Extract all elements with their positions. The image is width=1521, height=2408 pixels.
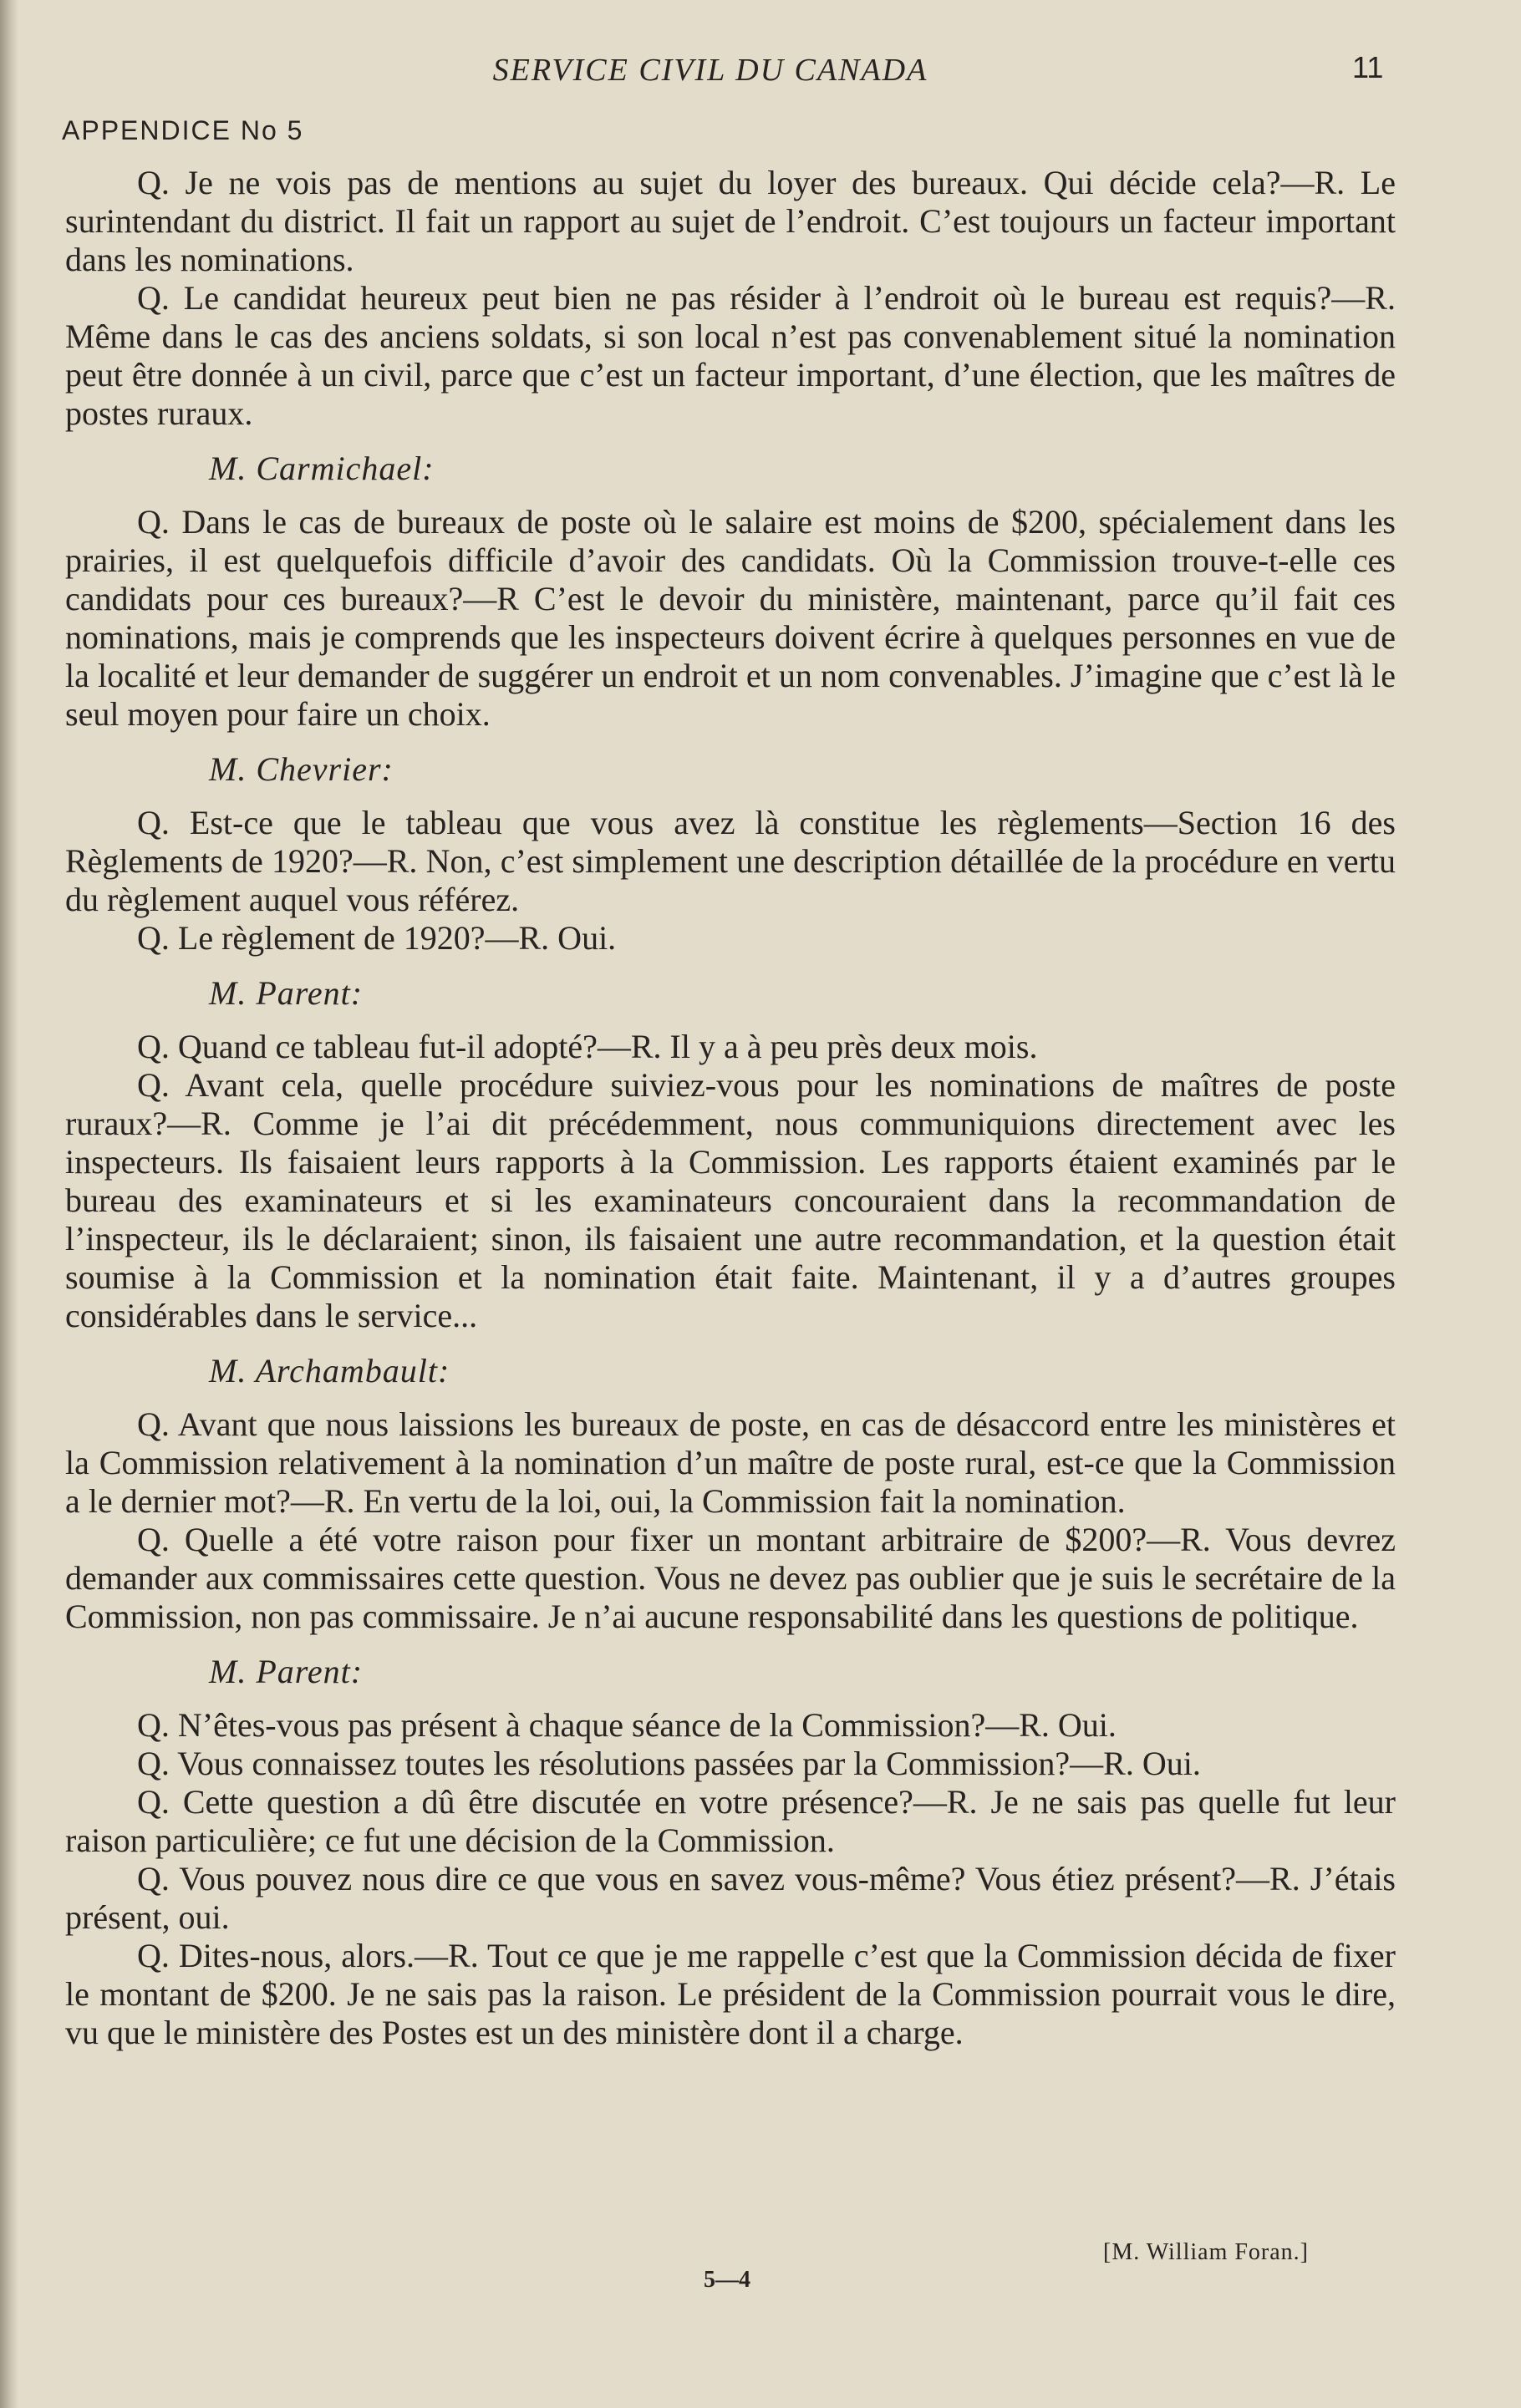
- transcript-body: [65, 164, 1396, 2052]
- page-number: 11: [1352, 50, 1384, 84]
- speaker-heading: M. Archambault:: [209, 1352, 450, 1389]
- paragraph: Q. Avant que nous laissions les bureaux de poste, en cas de désaccord entre les ministères et la Commission relativement à la nomination d’un maître de poste rural, est-ce que la Commission a le dernier mot?—R. En vertu de la loi, oui, la Commission fait la nomination.: [65, 1405, 1396, 1520]
- paragraph: Q. Dites-nous, alors.—R. Tout ce que je me rappelle c’est que la Commission décida de fixer le montant de $200. Je ne sais pas la raison. Le président de la Commission pourrait vous le dire, vu que le ministère des Postes est un des ministère dont il a charge.: [65, 1937, 1396, 2051]
- running-title: SERVICE CIVIL DU CANADA: [492, 53, 928, 88]
- paragraph: Q. Le règlement de 1920?—R. Oui.: [137, 919, 617, 957]
- paragraph: Q. Avant cela, quelle procédure suiviez-vous pour les nominations de maîtres de poste ruraux?—R. Comme je l’ai dit précédemment, nous communiquions directement avec les inspecteurs. Ils faisaient leurs rapports à la Commission. Les rapports étaient examinés par le bureau des examinateurs et si les examinateurs concouraient dans la recommandation de l’inspecteur, ils le déclaraient; sinon, ils faisaient une autre recommandation, et la question était soumise à la Commission et la nomination était faite. Maintenant, il y a d’autres groupes considérables dans le service...: [65, 1066, 1396, 1334]
- speaker-heading: M. Chevrier:: [209, 750, 394, 788]
- speaker-heading: M. Carmichael:: [209, 450, 435, 487]
- paragraph: Q. Je ne vois pas de mentions au sujet du loyer des bureaux. Qui décide cela?—R. Le surintendant du district. Il fait un rapport au sujet de l’endroit. C’est toujours un facteur important dans les nominations.: [65, 164, 1396, 278]
- paragraph: Q. Quand ce tableau fut-il adopté?—R. Il y a à peu près deux mois.: [137, 1028, 1038, 1065]
- signature-mark: 5—4: [704, 2267, 750, 2293]
- paragraph: Q. Est-ce que le tableau que vous avez là constitue les règlements—Section 16 des Règlements de 1920?—R. Non, c’est simplement une description détaillée de la procédure en vertu du règlement auquel vous référez.: [65, 804, 1396, 918]
- paragraph: Q. N’êtes-vous pas présent à chaque séance de la Commission?—R. Oui.: [137, 1706, 1117, 1744]
- witness-attribution: [M. William Foran.]: [1103, 2239, 1309, 2265]
- appendix-label: APPENDICE No 5: [62, 115, 304, 145]
- paragraph: Q. Dans le cas de bureaux de poste où le salaire est moins de $200, spécialement dans les prairies, il est quelquefois difficile d’avoir des candidats. Où la Commission trouve-t-elle ces candidats pour ces bureaux?—R C’est le devoir du ministère, maintenant, parce qu’il fait ces nominations, mais je comprends que les inspecteurs doivent écrire à quelques personnes en vue de la localité et leur demander de suggérer un endroit et un nom convenables. J’imagine que c’est là le seul moyen pour faire un choix.: [65, 503, 1396, 733]
- paragraph: Q. Vous pouvez nous dire ce que vous en savez vous-même? Vous étiez présent?—R. J’étais présent, oui.: [65, 1860, 1396, 1936]
- paragraph: Q. Cette question a dû être discutée en votre présence?—R. Je ne sais pas quelle fut leur raison particulière; ce fut une décision de la Commission.: [65, 1783, 1396, 1859]
- speaker-heading: M. Parent:: [209, 974, 364, 1012]
- paragraph: Q. Vous connaissez toutes les résolutions passées par la Commission?—R. Oui.: [137, 1745, 1201, 1782]
- paragraph: Q. Le candidat heureux peut bien ne pas résider à l’endroit où le bureau est requis?—R. Même dans le cas des anciens soldats, si son local n’est pas convenablement situé la nomination peut être donnée à un civil, parce que c’est un facteur important, d’une élection, que les maîtres de postes ruraux.: [65, 279, 1396, 432]
- speaker-heading: M. Parent:: [209, 1653, 364, 1690]
- paragraph: Q. Quelle a été votre raison pour fixer un montant arbitraire de $200?—R. Vous devrez demander aux commissaires cette question. Vous ne devez pas oublier que je suis le secrétaire de la Commission, non pas commissaire. Je n’ai aucune responsabilité dans les questions de politique.: [65, 1521, 1396, 1635]
